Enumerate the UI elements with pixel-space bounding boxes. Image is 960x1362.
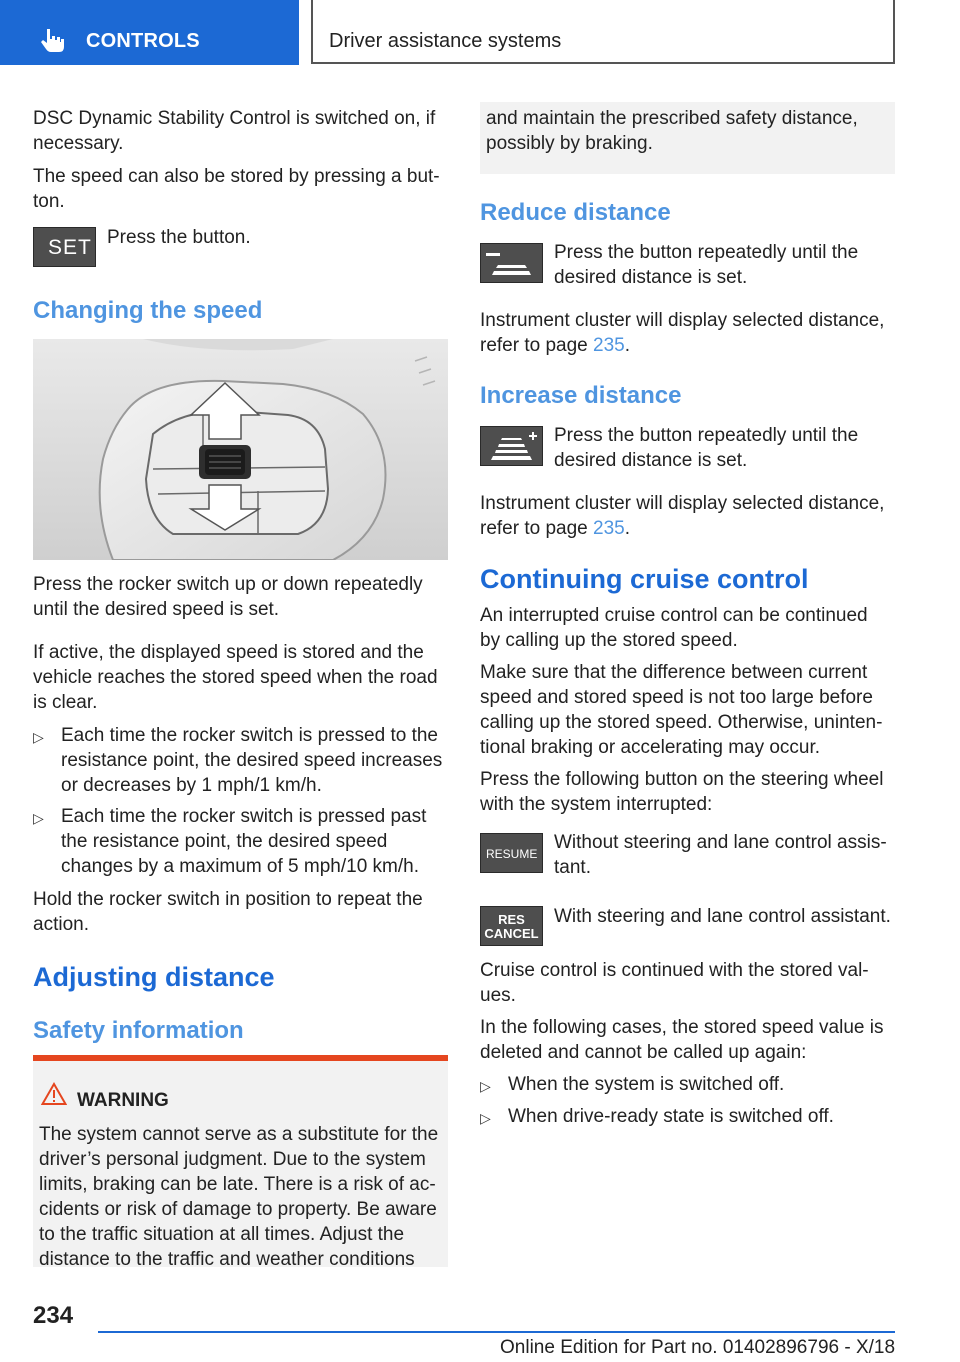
triangle-bullet-icon: ▷	[33, 729, 44, 745]
page-number: 234	[33, 1302, 74, 1329]
hand-pointer-icon	[38, 26, 66, 54]
increase-caption: Press the button repeatedly until the desired distance is set.	[554, 425, 859, 471]
hold-text: Hold the rocker switch in position to repeat the action.	[33, 889, 423, 935]
steering-rocker-switch-image	[33, 339, 448, 560]
footer-divider	[98, 1331, 895, 1333]
paragraph: DSC Dynamic Stability Control is switched on, if necessary.	[33, 108, 436, 154]
page-title: Driver assistance systems	[329, 30, 562, 52]
warning-continuation-box: and maintain the prescribed safety distance, possibly by braking.	[480, 102, 895, 174]
reduce-distance-button-icon	[480, 243, 543, 283]
heading-adjusting-distance: Adjusting distance	[33, 962, 275, 992]
heading-reduce-distance: Reduce distance	[480, 199, 671, 226]
paragraph-line: is clear.	[33, 692, 98, 713]
resume-caption: Without steering and lane control assis- tant.	[554, 832, 887, 878]
list-item: When the system is switched off.	[508, 1074, 785, 1095]
resume-button-icon: RESUME	[480, 833, 543, 873]
section-tab[interactable]	[0, 0, 299, 65]
list-item: Each time the rocker switch is pressed past the resistance point, the desired speed changes by a maximum of 5 mph/10 km/h.	[61, 806, 427, 877]
warning-label: WARNING	[77, 1090, 169, 1111]
rocker-text	[33, 572, 448, 715]
set-caption: Press the button.	[107, 227, 251, 248]
heading-continuing-cruise-control: Continuing cruise control	[480, 564, 809, 594]
warning-text: The system cannot serve as a substitute for the driver’s personal judgment. Due to the system limits, braking can be late. There is a risk of ac- cidents or risk of damage to property. Be aware to the traffic situation at all times. Adjust the distance to the traffic and weather conditions	[39, 1124, 439, 1270]
set-button-icon: SET	[33, 227, 96, 267]
section-label: CONTROLS	[86, 30, 200, 52]
paragraph-line: The speed can also be stored by pressing a but-	[33, 166, 440, 187]
paragraph-line: vehicle reaches the stored speed when the road	[33, 667, 438, 688]
heading-increase-distance: Increase distance	[480, 382, 682, 409]
warning-triangle-icon	[41, 1082, 67, 1106]
heading-safety-information: Safety information	[33, 1017, 244, 1044]
rescancel-caption: With steering and lane control assistant.	[554, 906, 891, 927]
warning-box	[33, 1055, 448, 1270]
paragraph-line: ton.	[33, 191, 65, 212]
heading-changing-speed: Changing the speed	[33, 297, 263, 324]
triangle-bullet-icon: ▷	[480, 1110, 491, 1126]
page-link[interactable]: 235	[593, 335, 625, 356]
triangle-bullet-icon: ▷	[480, 1078, 491, 1094]
increase-distance-button-icon	[480, 426, 543, 466]
paragraph-line: Press the rocker switch up or down repeatedly	[33, 574, 423, 595]
stored-speed-text: Cruise control is continued with the stored val- ues. In the following cases, the stored speed value is deleted and cannot be called up again:	[480, 960, 884, 1063]
list-item: Each time the rocker switch is pressed to the resistance point, the desired speed increases or decreases by 1 mph/1 km/h.	[61, 725, 443, 796]
intro-text	[33, 106, 448, 214]
paragraph-line: until the desired speed is set.	[33, 599, 280, 620]
triangle-bullet-icon: ▷	[33, 810, 44, 826]
reduce-caption: Press the button repeatedly until the desired distance is set.	[554, 242, 859, 288]
paragraph-line: If active, the displayed speed is stored and the	[33, 642, 424, 663]
edition-text: Online Edition for Part no. 01402896796 - X/18	[500, 1337, 896, 1358]
header-title-box	[311, 0, 895, 64]
reduce-reference: Instrument cluster will display selected distance, refer to page 235.	[480, 310, 885, 356]
page-link[interactable]: 235	[593, 518, 625, 539]
list-item: When drive-ready state is switched off.	[508, 1106, 834, 1127]
increase-reference: Instrument cluster will display selected distance, refer to page 235.	[480, 493, 885, 539]
res-cancel-button-icon: RES CANCEL	[480, 906, 543, 946]
continuing-text: An interrupted cruise control can be continued by calling up the stored speed. Make sure that the difference between current speed and stored speed is not too large before calling up the stored speed. Otherwise, uninten- tional braking or accelerating may occur. Press the following button on the steering wheel with the system interrupted:	[480, 605, 884, 815]
